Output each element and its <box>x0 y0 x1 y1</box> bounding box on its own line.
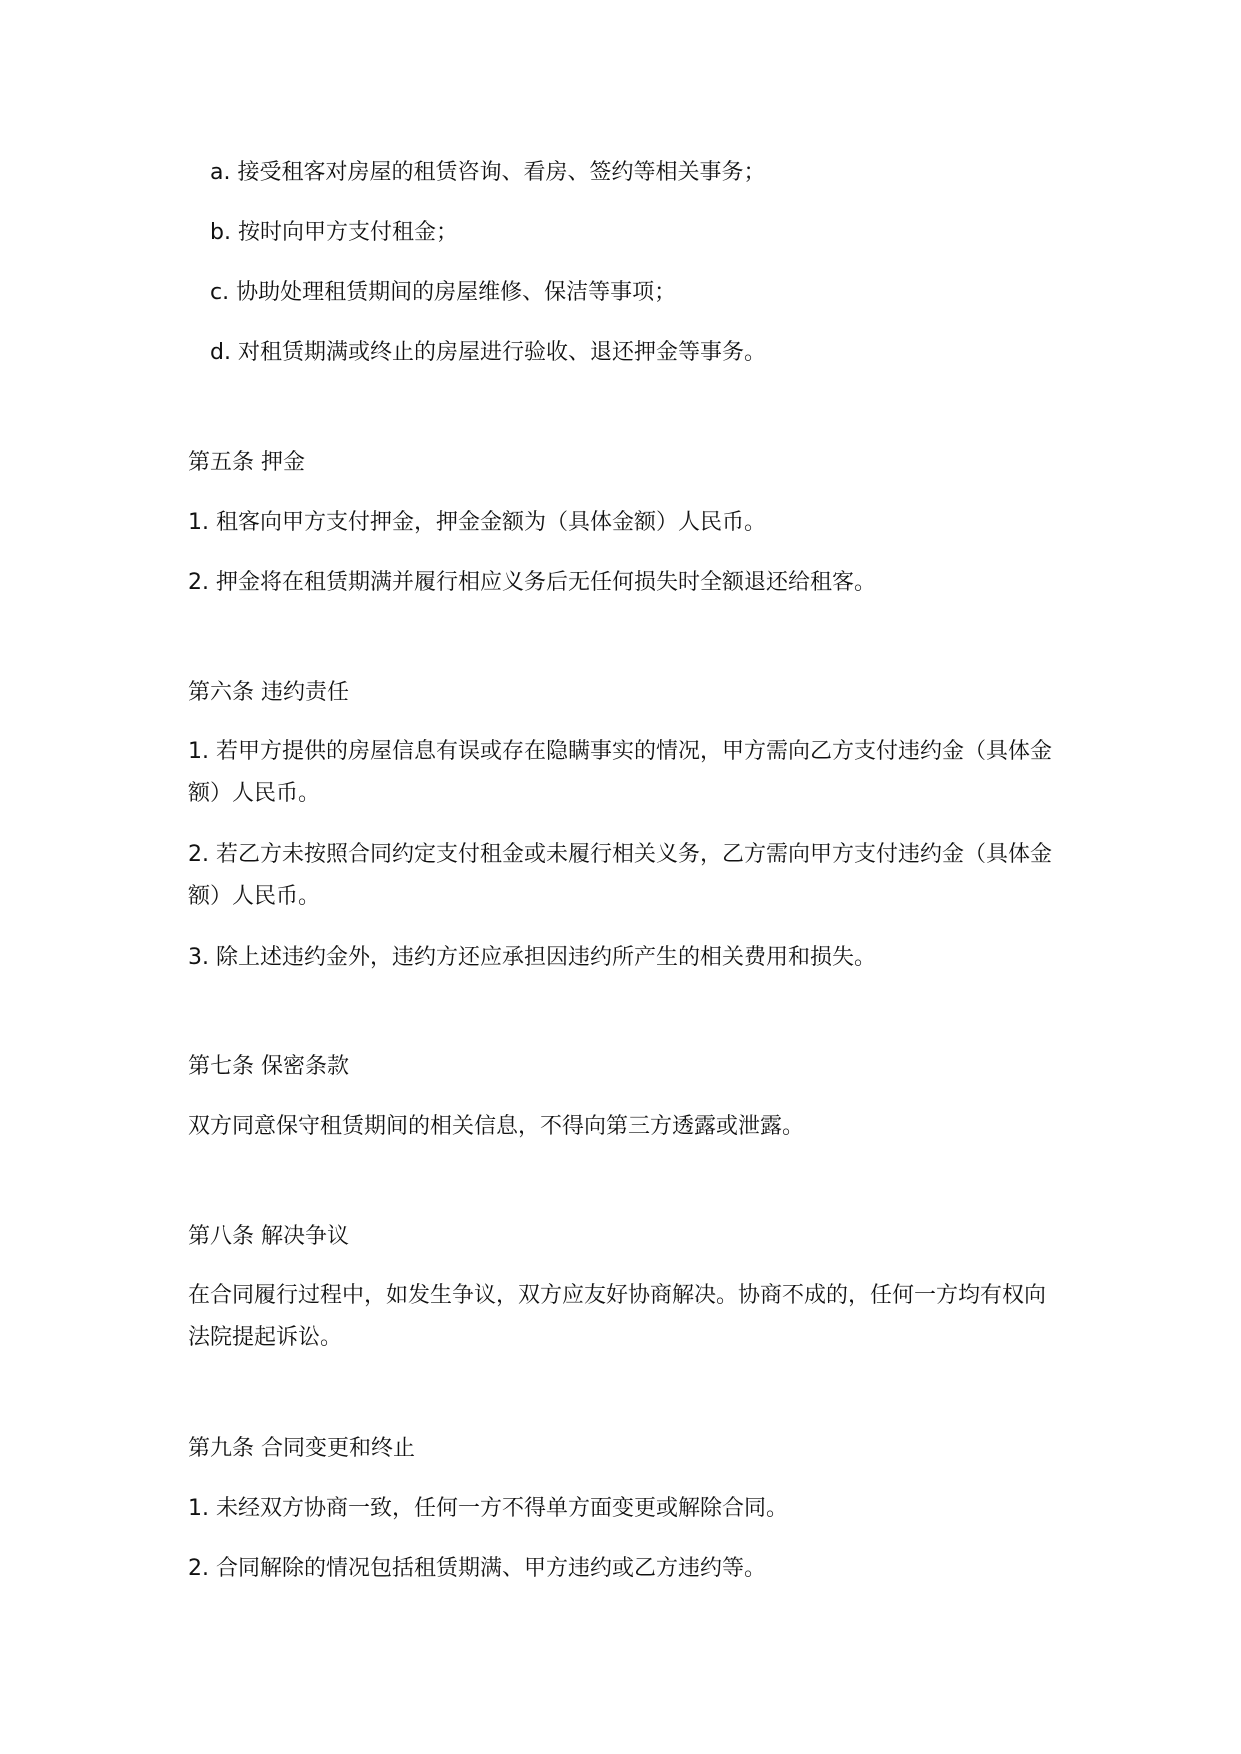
article6-item-1: 1. 若甲方提供的房屋信息有误或存在隐瞒事实的情况，甲方需向乙方支付违约金（具体金额）人民币。 <box>188 739 1052 806</box>
article9-title: 第九条 合同变更和终止 <box>188 1436 415 1461</box>
article5-item-2: 2. 押金将在租赁期满并履行相应义务后无任何损失时全额退还给租客。 <box>188 570 876 595</box>
article8-body: 在合同履行过程中，如发生争议，双方应友好协商解决。协商不成的，任何一方均有权向法院提起诉讼。 <box>188 1283 1047 1350</box>
article6-title: 第六条 违约责任 <box>188 680 349 705</box>
article7-body: 双方同意保守租赁期间的相关信息，不得向第三方透露或泄露。 <box>188 1114 805 1139</box>
article6-item-3: 3. 除上述违约金外，违约方还应承担因违约所产生的相关费用和损失。 <box>188 945 876 970</box>
duty-d: d. 对租赁期满或终止的房屋进行验收、退还押金等事务。 <box>210 340 766 365</box>
duty-a: a. 接受租客对房屋的租赁咨询、看房、签约等相关事务； <box>210 160 766 185</box>
duty-c: c. 协助处理租赁期间的房屋维修、保洁等事项； <box>210 280 677 305</box>
article9-item-2: 2. 合同解除的情况包括租赁期满、甲方违约或乙方违约等。 <box>188 1556 766 1581</box>
article8-title: 第八条 解决争议 <box>188 1224 349 1249</box>
article5-title: 第五条 押金 <box>188 450 305 475</box>
article9-item-1: 1. 未经双方协商一致，任何一方不得单方面变更或解除合同。 <box>188 1496 788 1521</box>
duty-b: b. 按时向甲方支付租金； <box>210 220 458 245</box>
article7-title: 第七条 保密条款 <box>188 1054 349 1079</box>
article5-item-1: 1. 租客向甲方支付押金，押金金额为（具体金额）人民币。 <box>188 510 766 535</box>
article6-item-2: 2. 若乙方未按照合同约定支付租金或未履行相关义务，乙方需向甲方支付违约金（具体金额）人民币。 <box>188 842 1052 909</box>
